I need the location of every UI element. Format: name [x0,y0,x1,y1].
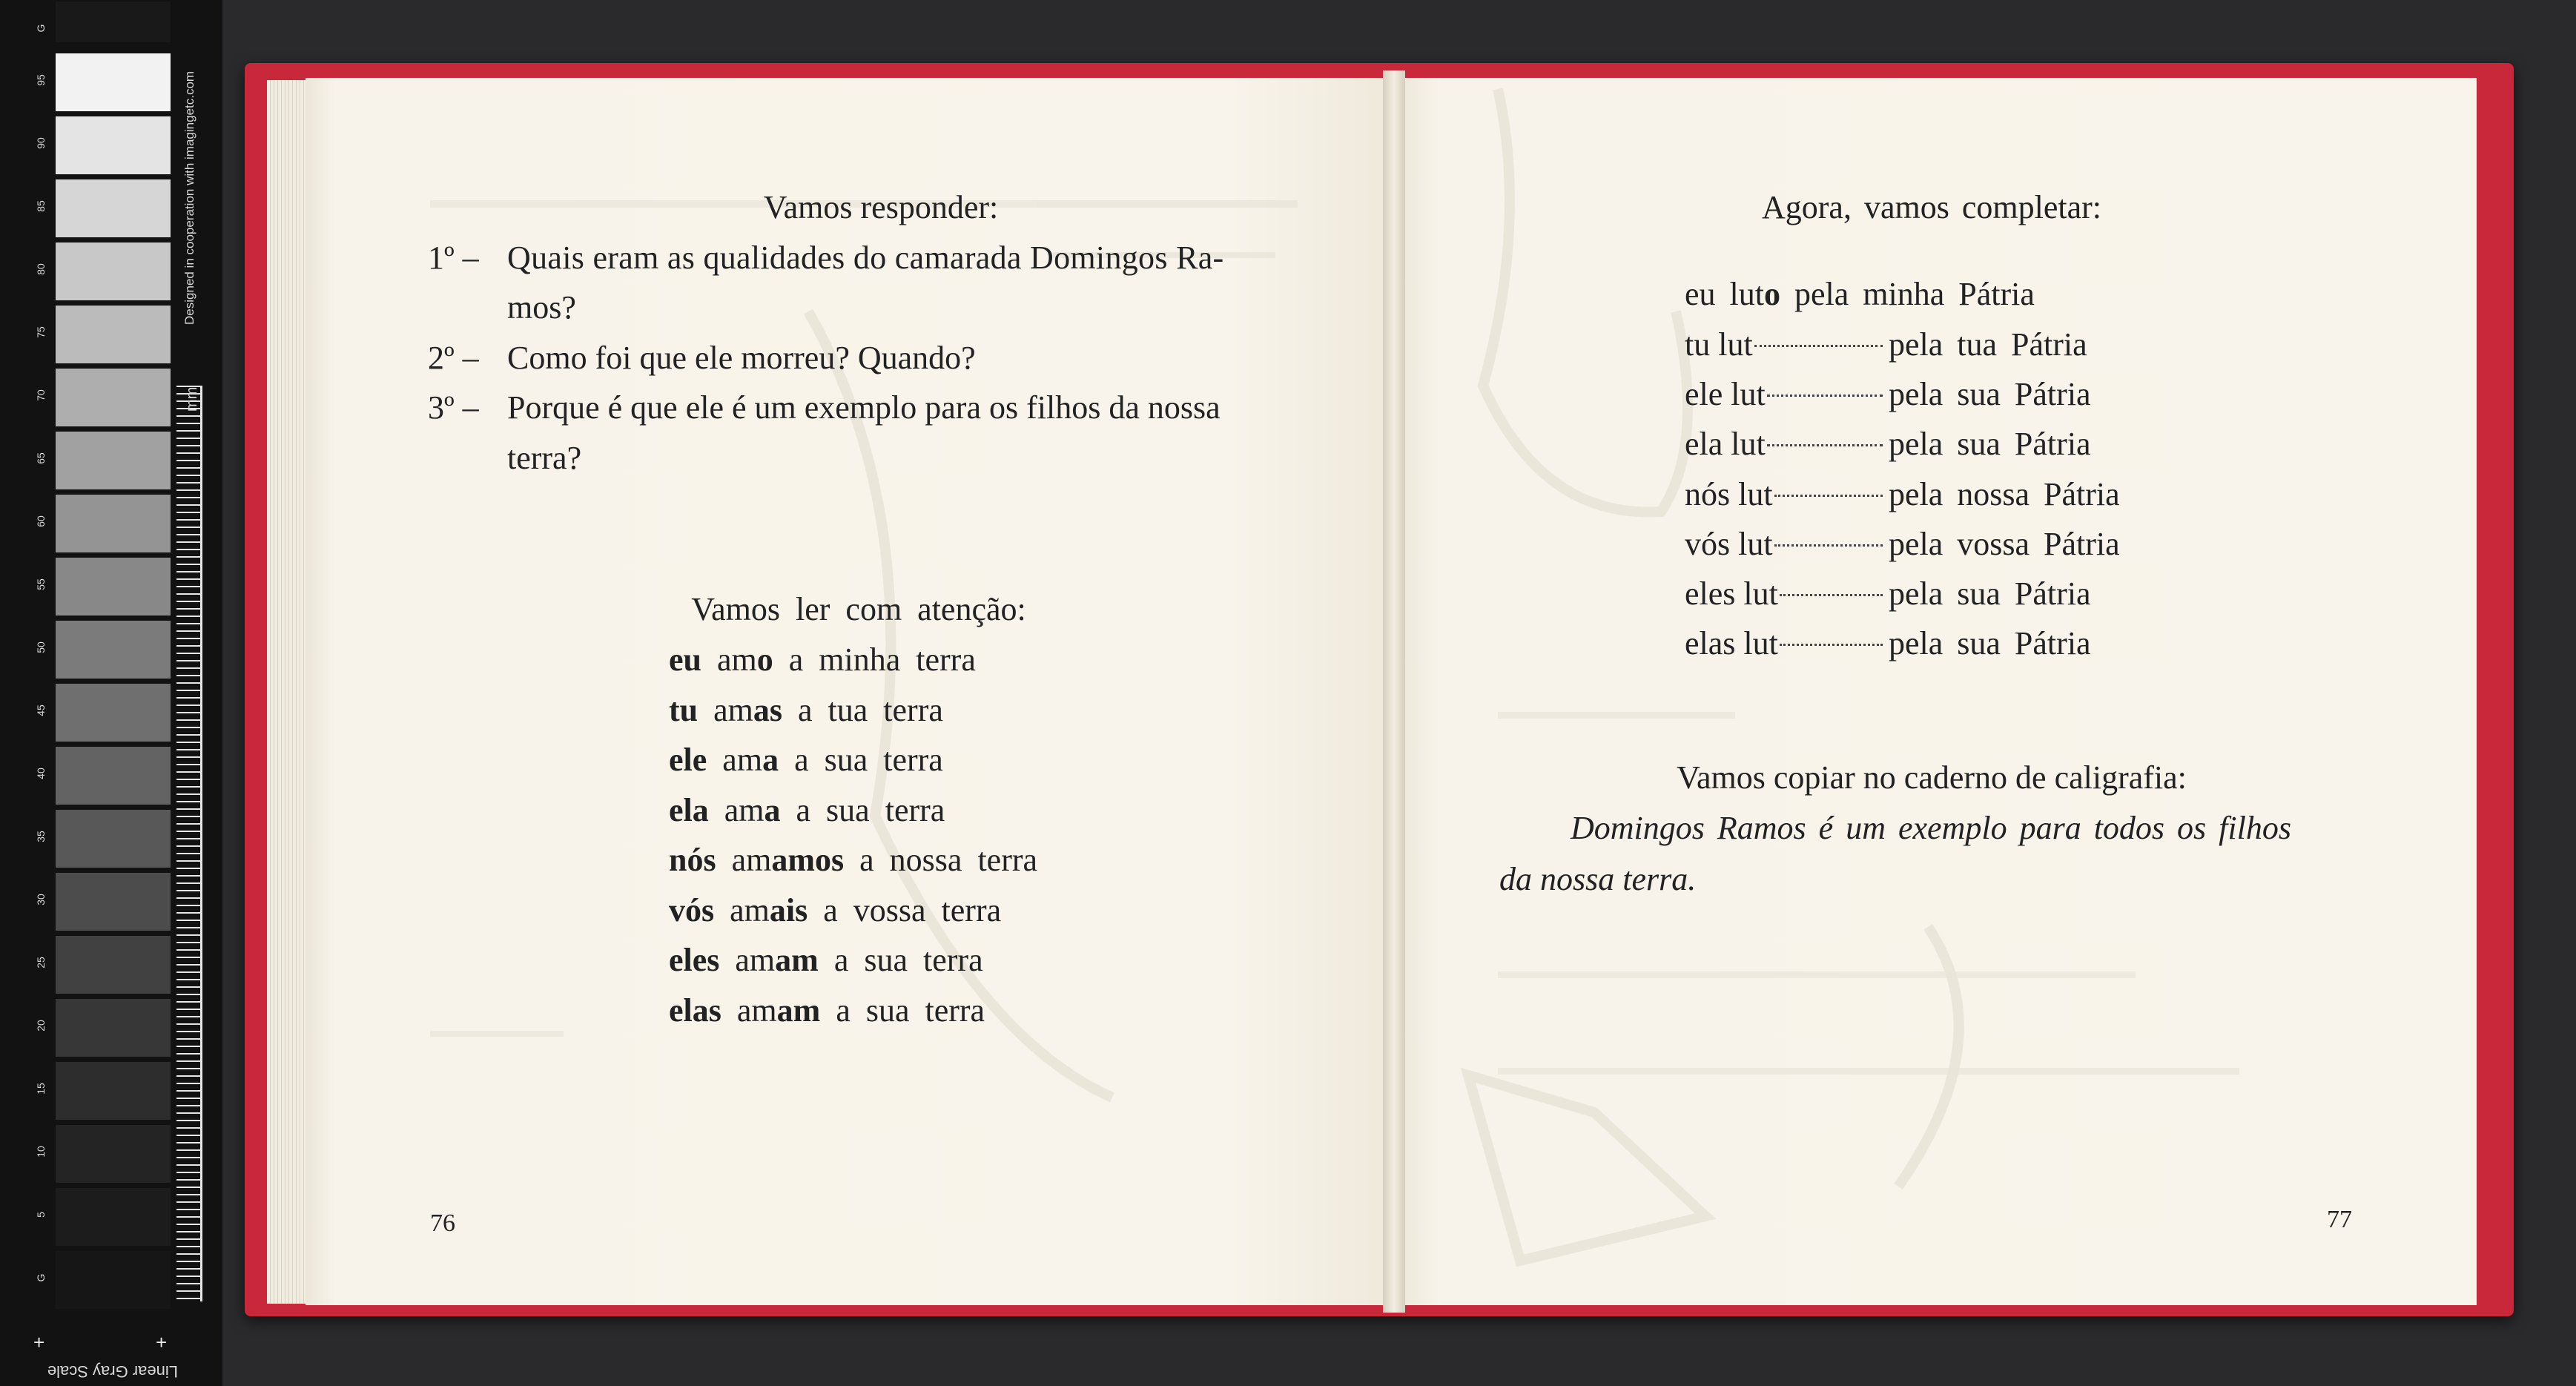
gray-patch-label: 70 [35,389,47,401]
completion-stem-text: lut [1729,276,1764,312]
conj-stem: am [713,691,753,728]
conj-pronoun: eu [669,641,701,678]
conjugation-row [669,744,943,776]
completion-rest: pela minha Pátria [1794,276,2035,312]
completion-pronoun: eles [1685,575,1736,612]
conj-stem: am [724,791,764,828]
conj-rest: a sua terra [833,942,983,978]
completion-pronoun: elas [1685,625,1736,662]
right-heading-complete: Agora, vamos completar: [1762,189,2101,225]
conj-ending: o [756,641,773,678]
ruler-unit-label: mm [184,386,200,412]
completion-stem: lut [1738,525,1773,562]
completion-row [1685,575,2278,612]
completion-row [1685,428,2278,461]
question-2-line-1: Como foi que ele morreu? Quando? [507,340,976,376]
question-3-line-2: terra? [507,440,582,476]
conj-ending: am [775,942,819,978]
conj-rest: a nossa terra [859,842,1038,878]
conjugation-row [669,791,945,828]
conj-pronoun: nós [669,842,716,878]
gray-patch-label: 15 [35,1083,47,1095]
conj-pronoun: ela [669,791,709,828]
gray-patch-label: 75 [35,326,47,338]
gray-patch-label: G [35,1273,47,1282]
completion-rest: pela sua Pátria [1889,426,2091,463]
completion-stem: lut [1743,625,1778,662]
conjugation-row [669,991,985,1029]
conj-rest: a sua terra [836,991,985,1029]
gray-patch-label: 25 [35,957,47,968]
conj-pronoun: elas [669,991,721,1029]
conj-stem: am [731,842,772,878]
completion-row [1685,326,2278,363]
completion-row [1685,627,2278,660]
gray-patch-label: 10 [35,1146,47,1158]
copy-sentence-line-1: Domingos Ramos é um exemplo para todos os filhos [1571,810,2291,846]
question-3-number: 3º – [428,389,479,426]
conj-pronoun: ele [669,742,707,778]
scale-title: Linear Gray Scale [47,1362,178,1381]
gray-patch-label: 35 [35,831,47,842]
conj-verb [722,742,779,778]
gray-patch-label: 90 [35,137,47,149]
conj-stem: am [736,991,777,1029]
page-number-right: 77 [2327,1206,2352,1233]
conj-pronoun: tu [669,691,699,728]
conj-rest: a sua terra [796,791,945,828]
completion-pronoun: nós [1685,475,1731,512]
gray-patch-label: 45 [35,704,47,716]
completion-row-eu [1685,278,2035,311]
copy-sentence-line-2: da nossa terra. [1499,861,1697,897]
conjugation-row [669,691,943,728]
conj-pronoun: vós [669,891,715,928]
gray-patch-label: 65 [35,452,47,464]
completion-rest: pela sua Pátria [1889,575,2091,612]
conjugation-row [669,944,983,977]
gray-patch-label: 60 [35,515,47,527]
conj-rest: a tua terra [798,691,943,728]
question-2-number: 2º – [428,340,479,376]
conj-stem: am [717,641,757,678]
conj-ending: amos [771,842,845,878]
conj-verb [737,992,820,1029]
scale-credit: Designed in cooperation with imagingetc.com [182,70,196,325]
question-1-line-2: mos? [507,289,576,326]
completion-row [1685,475,2278,512]
left-heading-read: Vamos ler com atenção: [691,591,1026,627]
conjugation-row [669,844,1037,877]
completion-stem: lut [1743,575,1778,612]
completion-pronoun: ele [1685,376,1723,413]
completion-stem [1730,276,1780,312]
conj-ending: ais [769,891,808,928]
completion-blank [1774,544,1883,547]
gray-patch-label: 95 [35,74,47,86]
gray-patch-label: 5 [35,1212,47,1218]
completion-rest: pela tua Pátria [1889,326,2087,363]
registration-mark-left: + [33,1331,45,1353]
completion-stem: lut [1731,376,1766,413]
registration-mark-right: + [156,1331,168,1353]
completion-blank [1754,345,1883,347]
conj-verb [730,892,808,928]
gray-patch-label: 50 [35,641,47,653]
gray-patch-label: 55 [35,578,47,590]
completion-blank [1780,594,1883,596]
completion-stem: lut [1731,426,1766,463]
completion-ending: o [1763,276,1780,312]
question-3-line-1: Porque é que ele é um exemplo para os filhos da nossa [507,389,1221,426]
gray-patch-label: 85 [35,200,47,212]
conj-stem: am [735,942,776,978]
gray-patch-label: 30 [35,894,47,905]
conj-verb [724,792,781,828]
completion-blank [1774,495,1883,497]
gray-patch-label: G [35,24,47,33]
left-heading-respond: Vamos responder: [763,189,999,225]
page-number-left: 76 [430,1210,455,1237]
completion-rest: pela nossa Pátria [1889,475,2120,512]
completion-blank [1767,444,1883,446]
conj-ending: a [762,742,779,778]
conj-verb [735,942,818,978]
completion-pronoun: ela [1685,426,1723,463]
completion-stem: lut [1738,475,1773,512]
conj-ending: a [764,791,781,828]
completion-pronoun: eu [1685,276,1716,312]
completion-stem: lut [1718,326,1753,363]
gray-patch-label: 20 [35,1020,47,1032]
completion-rest: pela vossa Pátria [1889,525,2120,562]
gray-patch-label: 80 [35,263,47,275]
completion-pronoun: vós [1685,525,1731,562]
question-1-number: 1º – [428,240,479,276]
conj-stem: am [722,742,763,778]
conj-ending: as [753,691,783,728]
completion-blank [1767,395,1883,397]
right-heading-copy: Vamos copiar no caderno de caligrafia: [1677,759,2187,796]
completion-pronoun: tu [1685,326,1711,363]
conj-rest: a sua terra [794,742,943,778]
question-1-line-1: Quais eram as qualidades do camarada Domingos Ra- [507,240,1224,276]
completion-blank [1780,644,1883,646]
completion-rest: pela sua Pátria [1889,376,2091,413]
conjugation-row [669,891,1002,928]
conj-ending: am [776,991,821,1029]
conj-verb [717,641,773,678]
completion-row [1685,525,2278,562]
conj-verb [713,692,782,728]
completion-row [1685,378,2278,411]
conj-pronoun: eles [669,942,720,978]
completion-rest: pela sua Pátria [1889,625,2091,662]
conj-rest: a vossa terra [823,891,1002,928]
conj-rest: a minha terra [788,641,976,678]
conj-verb [732,842,845,878]
conjugation-row [669,641,976,678]
gray-patch-label: 40 [35,768,47,779]
conj-stem: am [730,891,770,928]
